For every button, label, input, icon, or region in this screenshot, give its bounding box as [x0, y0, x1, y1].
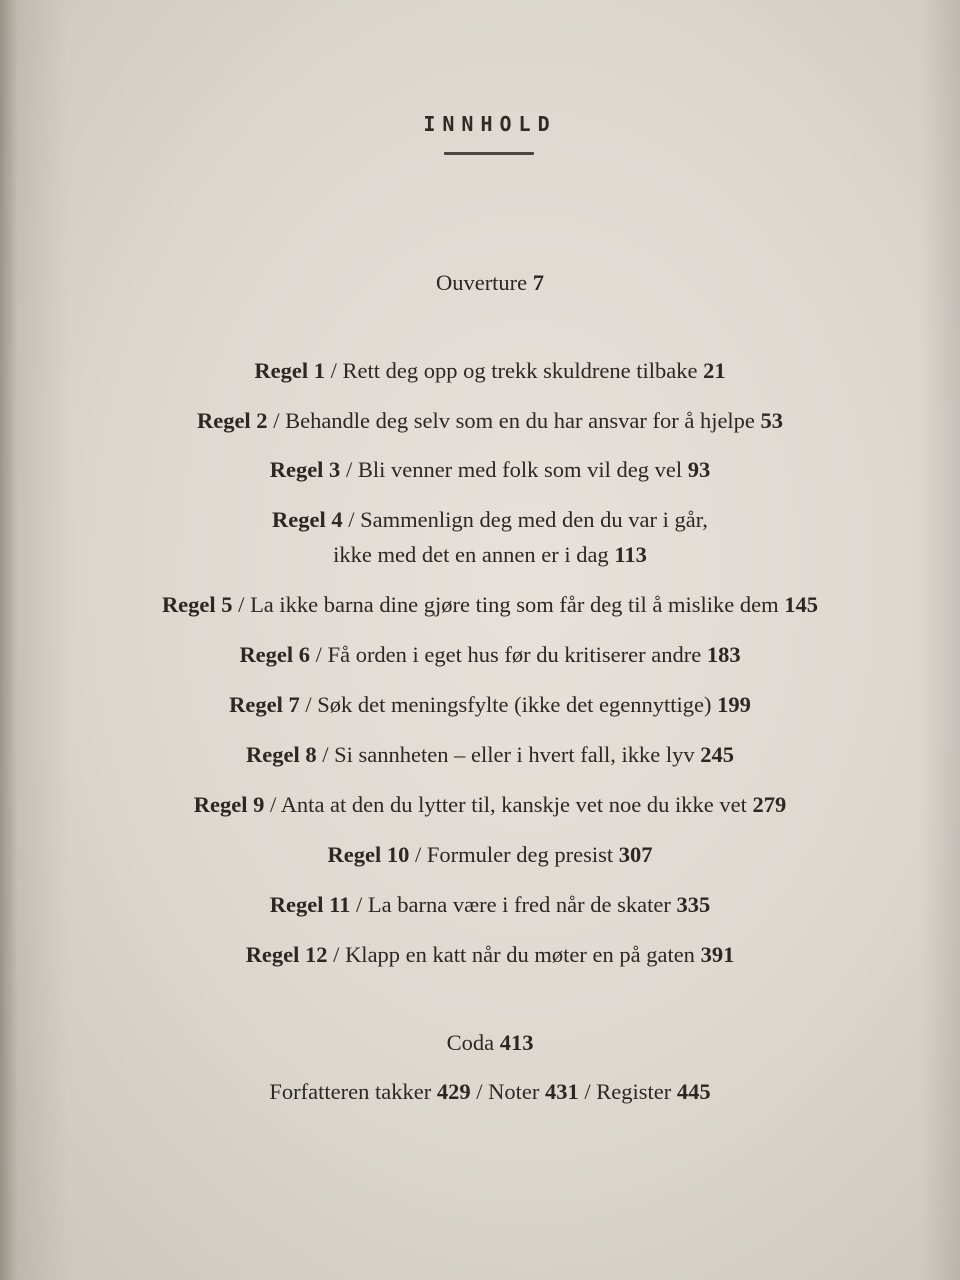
backmatter-title-acknowledgements: Forfatteren takker [269, 1079, 432, 1104]
separator: / [584, 1079, 591, 1104]
separator: / [415, 842, 422, 867]
rule-page: 93 [687, 457, 711, 482]
rule-text: Anta at den du lytter til, kanskje vet noe du ikke vet [280, 792, 747, 817]
rule-label: Regel 6 [239, 642, 311, 667]
rule-label: Regel 4 [272, 507, 343, 532]
rule-page: 53 [760, 408, 784, 433]
rule-label: Regel 8 [245, 742, 317, 767]
toc-entry-regel-7 [0, 690, 960, 720]
separator: / [273, 408, 280, 433]
toc-entry-regel-9 [0, 790, 960, 820]
toc-entry-regel-6 [0, 640, 960, 670]
rule-page: 145 [784, 592, 819, 617]
backmatter-page-notes: 431 [544, 1079, 579, 1104]
separator: / [238, 592, 245, 617]
rule-page: 307 [618, 842, 653, 867]
separator: / [330, 358, 337, 383]
rule-text: La barna være i fred når de skater [367, 892, 671, 917]
rule-text: Klapp en katt når du møter en på gaten [345, 942, 695, 967]
separator: / [333, 942, 340, 967]
toc-entry-regel-11 [0, 890, 960, 920]
rule-label: Regel 3 [269, 457, 341, 482]
rule-page: 391 [700, 942, 735, 967]
separator: / [345, 457, 353, 482]
separator: / [348, 507, 355, 532]
toc-entry-backmatter [0, 1077, 960, 1107]
backmatter-title-index: Register [596, 1079, 672, 1104]
rule-label: Regel 1 [254, 358, 326, 383]
rule-text: Formuler deg presist [426, 842, 614, 867]
rule-label: Regel 2 [196, 408, 268, 433]
rule-page: 183 [706, 642, 741, 667]
separator: / [315, 642, 322, 667]
toc-entry-regel-5 [0, 590, 960, 620]
rule-label: Regel 10 [327, 842, 410, 867]
separator: / [355, 892, 363, 917]
toc-entry-regel-4 [0, 505, 960, 535]
toc-entry-regel-2 [0, 406, 960, 436]
separator: / [322, 742, 329, 767]
separator: / [305, 692, 312, 717]
backmatter-page-index: 445 [676, 1079, 711, 1104]
rule-page: 21 [703, 358, 726, 383]
rule-text: Få orden i eget hus før du kritiserer andre [327, 642, 702, 667]
backmatter-title-notes: Noter [488, 1079, 540, 1104]
toc-entry-regel-3 [0, 455, 960, 485]
rule-text: Bli venner med folk som vil deg vel [357, 457, 683, 482]
rule-text: Sammenlign deg med den du var i går, [360, 507, 708, 532]
toc-entry-title: Ouverture [435, 270, 528, 295]
rule-page: 113 [614, 542, 647, 567]
page-title: INNHOLD [423, 112, 557, 136]
toc-entry-coda [0, 1028, 960, 1058]
rule-text: Rett deg opp og trekk skuldrene tilbake [342, 358, 698, 383]
toc-entry-page: 413 [499, 1030, 534, 1055]
separator: / [476, 1079, 483, 1104]
title-underline [444, 152, 534, 155]
toc-entry-regel-12 [0, 940, 960, 970]
rule-label: Regel 5 [161, 592, 233, 617]
rule-label: Regel 12 [245, 942, 328, 967]
rule-label: Regel 11 [269, 892, 351, 917]
rule-text-continued: ikke med det en annen er i dag [333, 542, 609, 567]
toc-entry-title: Coda [446, 1030, 495, 1055]
backmatter-page-acknowledgements: 429 [436, 1079, 471, 1104]
rule-label: Regel 9 [193, 792, 265, 817]
rule-text: Si sannheten – eller i hvert fall, ikke lyv [334, 742, 695, 767]
rule-text: La ikke barna dine gjøre ting som får deg til å mislike dem [250, 592, 779, 617]
rule-text: Behandle deg selv som en du har ansvar for å hjelpe [285, 408, 755, 433]
rule-text: Søk det meningsfylte (ikke det egennyttige) [317, 692, 712, 717]
toc-entry-ouverture [0, 268, 960, 298]
toc-entry-regel-8 [0, 740, 960, 770]
rule-page: 245 [700, 742, 735, 767]
toc-entry-regel-1 [0, 356, 960, 386]
toc-entry-regel-10 [0, 840, 960, 870]
rule-page: 335 [676, 892, 711, 917]
separator: / [270, 792, 277, 817]
toc-entry-page: 7 [532, 270, 545, 295]
rule-label: Regel 7 [229, 692, 300, 717]
rule-page: 279 [752, 792, 787, 817]
rule-page: 199 [717, 692, 751, 717]
toc-entry-regel-4-continued [0, 540, 960, 570]
